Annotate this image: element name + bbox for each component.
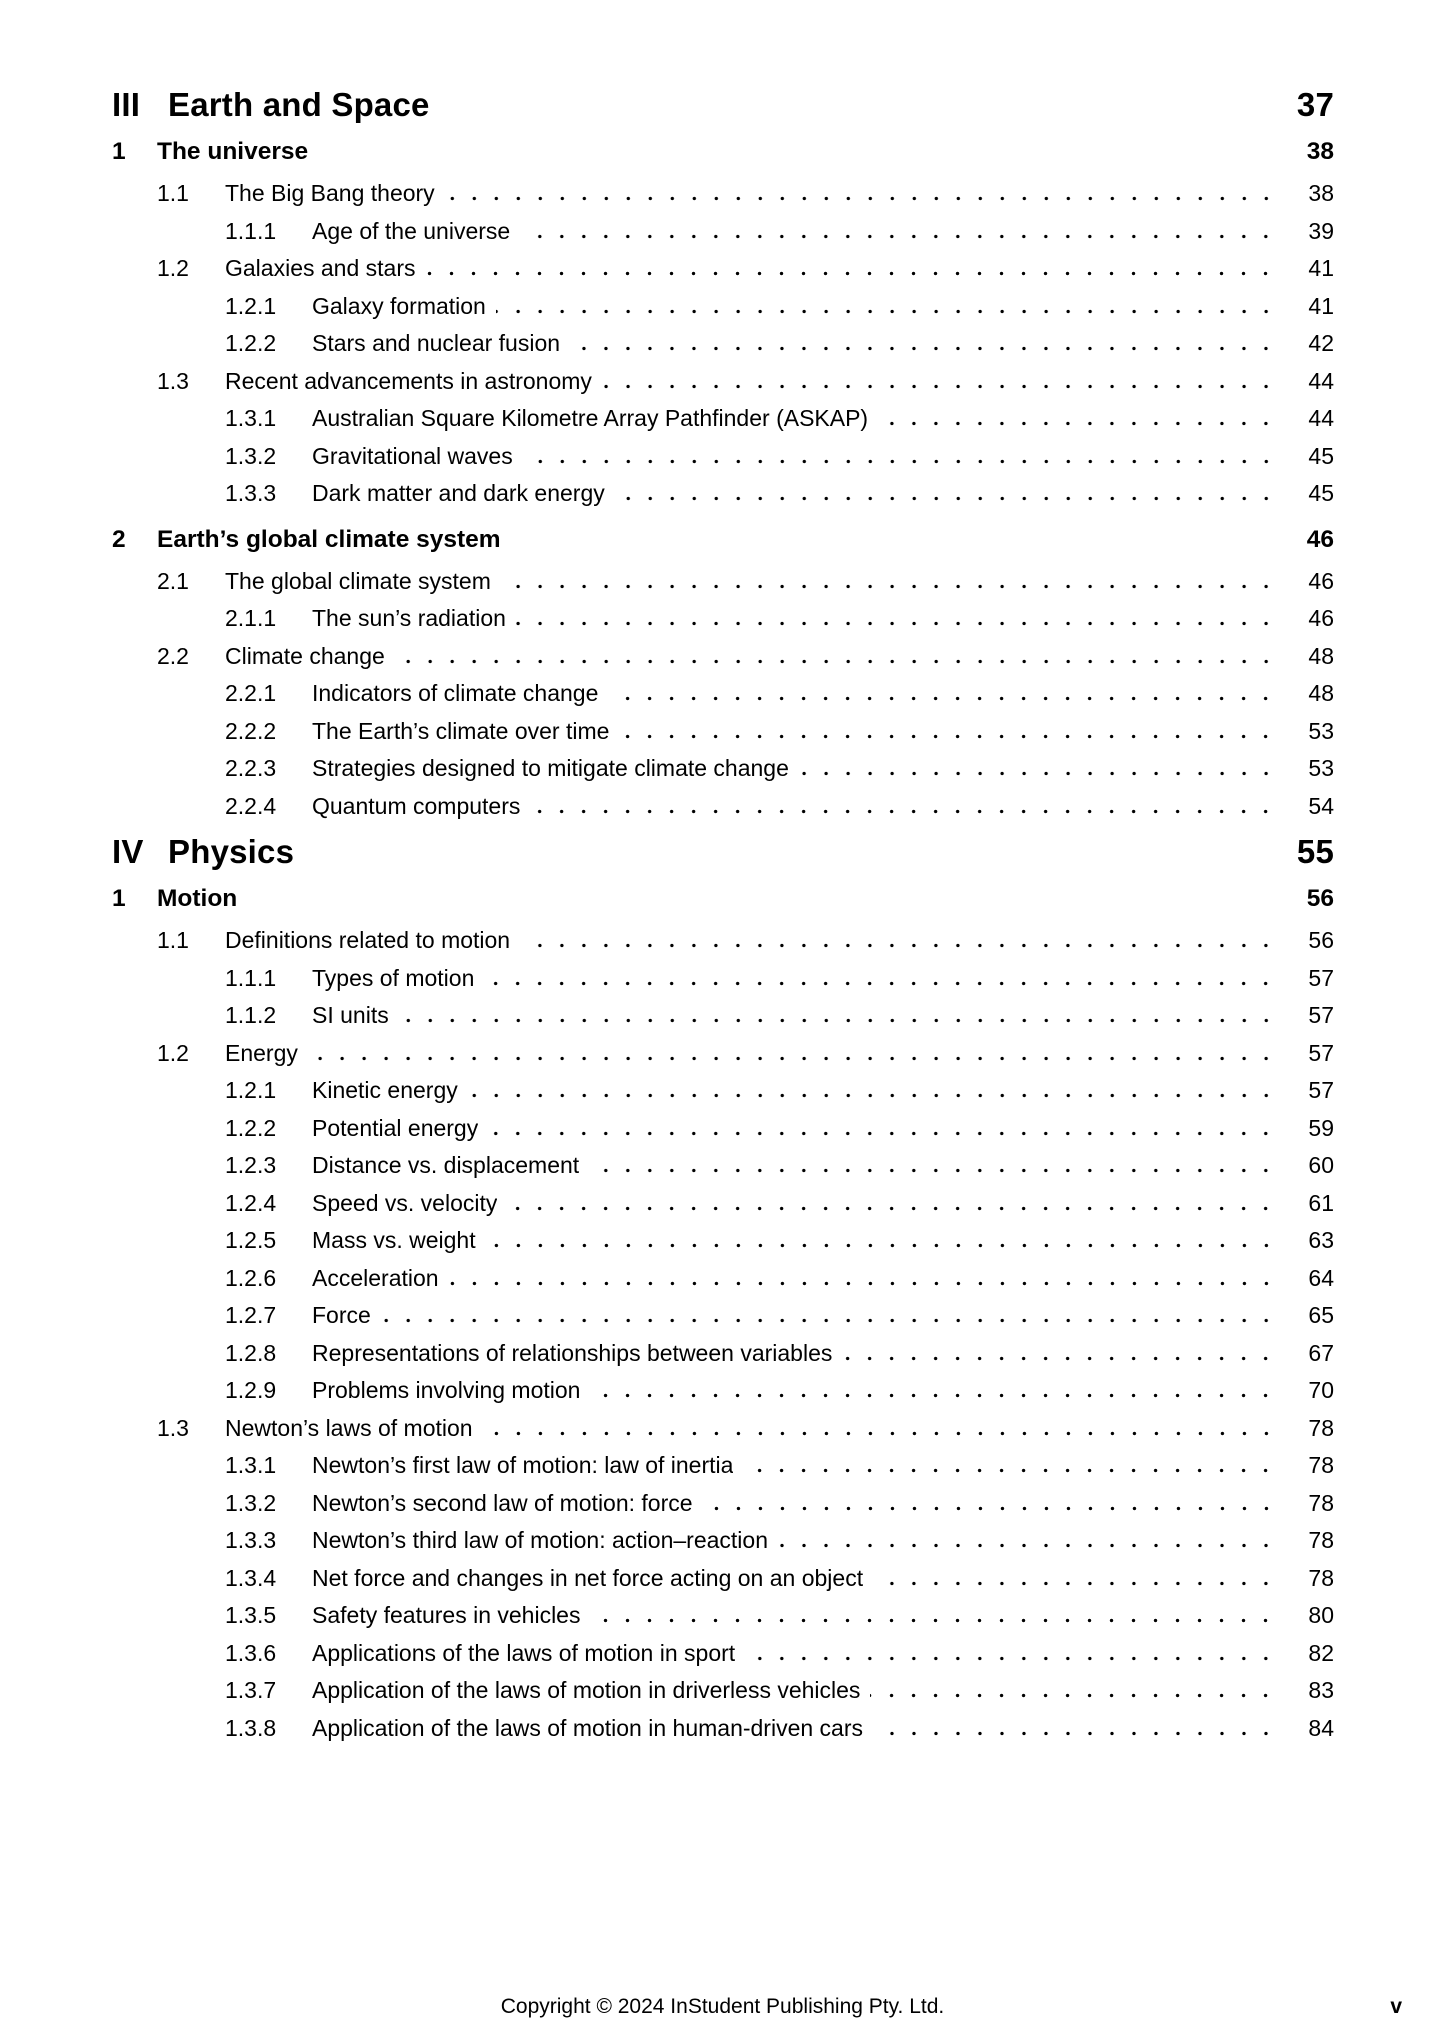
dot-leader — [873, 1560, 1279, 1598]
entry-title: Net force and changes in net force acting on an object — [312, 1564, 864, 1591]
toc-entry — [225, 1597, 1334, 1635]
entry-number: 1.2.9 — [225, 1377, 277, 1403]
entry-number: 1.1 — [157, 180, 189, 206]
entry-title: The global climate system — [225, 567, 491, 594]
entry-number: 1.2.6 — [225, 1264, 277, 1291]
entry-page-number: 53 — [1308, 717, 1334, 744]
dot-leader — [523, 438, 1279, 476]
dot-leader — [425, 250, 1279, 288]
entry-page-number: 38 — [1308, 180, 1334, 206]
toc-entry — [225, 1110, 1334, 1148]
toc-entry — [225, 400, 1334, 438]
entry-number: 1.3.3 — [225, 480, 277, 506]
entry-title: Applications of the laws of motion in sport — [312, 1639, 736, 1666]
entry-page-number: 54 — [1308, 792, 1334, 819]
toc-entry — [225, 1185, 1334, 1223]
entry-title: Recent advancements in astronomy — [225, 367, 592, 394]
dot-leader — [483, 1410, 1279, 1448]
entry-number: 1.3.7 — [225, 1677, 277, 1703]
entry-title: Newton’s third law of motion: action–reaction — [312, 1527, 768, 1553]
entry-title: Problems involving motion — [312, 1377, 581, 1403]
dot-leader — [488, 1110, 1279, 1148]
toc-part — [112, 85, 1334, 825]
toc-entry — [157, 638, 1334, 676]
entry-number: 1.3.1 — [225, 405, 277, 431]
section-heading — [112, 137, 1334, 167]
toc-part — [112, 832, 1334, 1747]
entry-page-number: 48 — [1308, 642, 1334, 669]
entry-number: 2.2 — [157, 642, 189, 669]
section-entries — [112, 563, 1334, 826]
entry-page-number: 56 — [1308, 927, 1334, 953]
entry-page-number: 59 — [1308, 1114, 1334, 1141]
part-heading — [112, 85, 1334, 125]
toc-entry — [225, 1147, 1334, 1185]
entry-title: Newton’s laws of motion — [225, 1414, 473, 1441]
toc-entry — [157, 363, 1334, 401]
entry-page-number: 42 — [1308, 330, 1334, 356]
entry-number: 1.2.5 — [225, 1227, 277, 1253]
toc-entry — [225, 600, 1334, 638]
entry-title: Gravitational waves — [312, 442, 513, 469]
dot-leader — [468, 1072, 1279, 1110]
entry-page-number: 78 — [1308, 1414, 1334, 1441]
toc-entry — [157, 563, 1334, 601]
toc-entry — [225, 288, 1334, 326]
toc-entry — [225, 1672, 1334, 1710]
entry-title: Age of the universe — [312, 217, 511, 244]
entry-page-number: 53 — [1308, 755, 1334, 781]
entry-page-number: 46 — [1308, 567, 1334, 594]
entry-page-number: 57 — [1308, 1077, 1334, 1103]
entry-title: Speed vs. velocity — [312, 1189, 498, 1216]
toc-entry — [225, 960, 1334, 998]
entry-page-number: 44 — [1308, 405, 1334, 431]
section-title: The universe — [157, 138, 309, 165]
entry-title: Mass vs. weight — [312, 1227, 476, 1253]
dot-leader — [590, 1597, 1279, 1635]
toc-entry — [225, 1485, 1334, 1523]
toc-entry — [225, 997, 1334, 1035]
entry-number: 2.2.1 — [225, 680, 277, 706]
toc-entry — [225, 1560, 1334, 1598]
entry-title: Types of motion — [312, 964, 475, 991]
entry-title: The Earth’s climate over time — [312, 717, 610, 744]
entry-number: 1.1 — [157, 927, 189, 953]
part-title: Earth and Space — [168, 86, 430, 123]
entry-title: The Big Bang theory — [225, 180, 435, 206]
footer-page-label: v — [1390, 1995, 1402, 2018]
entry-page-number: 78 — [1308, 1489, 1334, 1516]
section-number: 1 — [112, 138, 126, 165]
entry-title: Galaxies and stars — [225, 255, 416, 281]
entry-title: Force — [312, 1302, 371, 1328]
section-title: Motion — [157, 885, 238, 912]
entry-number: 1.2 — [157, 255, 189, 281]
toc-entry — [225, 1710, 1334, 1748]
toc-entry — [225, 1522, 1334, 1560]
entry-page-number: 84 — [1308, 1714, 1334, 1741]
entry-page-number: 64 — [1308, 1264, 1334, 1291]
dot-leader — [570, 325, 1279, 363]
entry-title: Potential energy — [312, 1114, 479, 1141]
entry-title: Kinetic energy — [312, 1077, 458, 1103]
entry-number: 2.1 — [157, 567, 189, 594]
part-number: III — [112, 86, 141, 123]
entry-page-number: 63 — [1308, 1227, 1334, 1253]
section-heading — [112, 884, 1334, 914]
dot-leader — [484, 960, 1279, 998]
entry-number: 1.3.5 — [225, 1602, 277, 1628]
toc-entry — [225, 1447, 1334, 1485]
dot-leader — [399, 997, 1279, 1035]
entry-number: 1.3.4 — [225, 1564, 277, 1591]
entry-number: 1.3.1 — [225, 1452, 277, 1478]
entry-number: 1.1.2 — [225, 1002, 277, 1028]
toc-entry — [157, 175, 1334, 213]
dot-leader — [381, 1297, 1279, 1335]
toc-entry — [225, 1072, 1334, 1110]
entry-title: Australian Square Kilometre Array Pathfinder (ASKAP) — [312, 405, 869, 431]
entry-title: Newton’s second law of motion: force — [312, 1489, 693, 1516]
entry-page-number: 44 — [1308, 367, 1334, 394]
toc-entry — [157, 922, 1334, 960]
dot-leader — [486, 1222, 1279, 1260]
toc-entry — [225, 475, 1334, 513]
dot-leader — [589, 1147, 1279, 1185]
entry-number: 2.2.2 — [225, 717, 277, 744]
entry-title: Application of the laws of motion in human-driven cars — [312, 1714, 864, 1741]
entry-title: SI units — [312, 1002, 389, 1028]
entry-page-number: 82 — [1308, 1639, 1334, 1666]
dot-leader — [703, 1485, 1279, 1523]
entry-title: Distance vs. displacement — [312, 1152, 580, 1178]
entry-number: 1.3 — [157, 367, 189, 394]
toc-entry — [157, 1410, 1334, 1448]
entry-number: 1.2.7 — [225, 1302, 277, 1328]
section-number: 1 — [112, 885, 126, 912]
entry-page-number: 39 — [1308, 217, 1334, 244]
dot-leader — [878, 400, 1279, 438]
toc-entry — [225, 1372, 1334, 1410]
dot-leader — [308, 1035, 1279, 1073]
section-heading — [112, 525, 1334, 555]
section-page-number: 46 — [1306, 525, 1334, 553]
entry-number: 2.1.1 — [225, 605, 277, 631]
entry-title: Stars and nuclear fusion — [312, 330, 561, 356]
toc-entry — [225, 438, 1334, 476]
entry-number: 1.3.2 — [225, 442, 277, 469]
dot-leader — [530, 788, 1279, 826]
entry-number: 1.2 — [157, 1039, 189, 1066]
entry-title: Indicators of climate change — [312, 680, 599, 706]
entry-page-number: 70 — [1308, 1377, 1334, 1403]
toc-entry — [225, 213, 1334, 251]
part-title: Physics — [168, 833, 295, 870]
part-number: IV — [112, 833, 144, 870]
entry-number: 1.2.2 — [225, 1114, 277, 1141]
dot-leader — [602, 363, 1279, 401]
entry-title: The sun’s radiation — [312, 605, 506, 631]
entry-number: 1.2.1 — [225, 1077, 277, 1103]
entry-title: Newton’s first law of motion: law of inertia — [312, 1452, 734, 1478]
section-entries — [112, 922, 1334, 1747]
toc-entry — [225, 325, 1334, 363]
entry-page-number: 61 — [1308, 1189, 1334, 1216]
section-title: Earth’s global climate system — [157, 525, 501, 553]
section-page-number: 56 — [1306, 885, 1334, 912]
dot-leader — [842, 1335, 1279, 1373]
entry-number: 1.3.8 — [225, 1714, 277, 1741]
dot-leader — [501, 563, 1279, 601]
section-entries — [112, 175, 1334, 513]
entry-number: 1.3 — [157, 1414, 189, 1441]
entry-page-number: 78 — [1308, 1527, 1334, 1553]
entry-page-number: 41 — [1308, 255, 1334, 281]
entry-page-number: 45 — [1308, 480, 1334, 506]
dot-leader — [520, 213, 1279, 251]
entry-page-number: 57 — [1308, 1002, 1334, 1028]
entry-title: Galaxy formation — [312, 292, 486, 319]
toc-entry — [225, 1635, 1334, 1673]
dot-leader — [615, 475, 1279, 513]
entry-number: 1.3.3 — [225, 1527, 277, 1553]
entry-number: 1.2.8 — [225, 1339, 277, 1366]
dot-leader — [870, 1672, 1279, 1710]
section-number: 2 — [112, 525, 126, 553]
entry-title: Safety features in vehicles — [312, 1602, 581, 1628]
dot-leader — [743, 1447, 1279, 1485]
entry-number: 1.2.4 — [225, 1189, 277, 1216]
dot-leader — [496, 288, 1279, 326]
entry-number: 1.3.2 — [225, 1489, 277, 1516]
dot-leader — [799, 750, 1279, 788]
entry-page-number: 41 — [1308, 292, 1334, 319]
entry-page-number: 57 — [1308, 964, 1334, 991]
entry-title: Acceleration — [312, 1264, 439, 1291]
dot-leader — [590, 1372, 1279, 1410]
entry-title: Representations of relationships between variables — [312, 1339, 833, 1366]
entry-number: 1.2.2 — [225, 330, 277, 356]
dot-leader — [507, 1185, 1279, 1223]
entry-page-number: 78 — [1308, 1452, 1334, 1478]
toc-entry — [225, 750, 1334, 788]
toc-entry — [157, 1035, 1334, 1073]
entry-number: 2.2.4 — [225, 792, 277, 819]
dot-leader — [608, 675, 1279, 713]
entry-page-number: 67 — [1308, 1339, 1334, 1366]
toc-entry — [225, 1260, 1334, 1298]
entry-page-number: 80 — [1308, 1602, 1334, 1628]
entry-number: 1.3.6 — [225, 1639, 277, 1666]
entry-title: Application of the laws of motion in driverless vehicles — [312, 1677, 861, 1703]
dot-leader — [395, 638, 1279, 676]
part-page-number: 55 — [1296, 833, 1334, 870]
dot-leader — [778, 1522, 1279, 1560]
dot-leader — [619, 713, 1279, 751]
entry-title: Quantum computers — [312, 792, 521, 819]
footer-copyright: Copyright © 2024 InStudent Publishing Pty. Ltd. — [500, 1995, 945, 2018]
entry-title: Dark matter and dark energy — [312, 480, 605, 506]
entry-number: 1.1.1 — [225, 217, 277, 244]
dot-leader — [449, 1260, 1279, 1298]
part-heading — [112, 832, 1334, 872]
entry-page-number: 65 — [1308, 1302, 1334, 1328]
entry-page-number: 60 — [1308, 1152, 1334, 1178]
entry-page-number: 57 — [1308, 1039, 1334, 1066]
entry-page-number: 45 — [1308, 442, 1334, 469]
dot-leader — [873, 1710, 1279, 1748]
dot-leader — [445, 175, 1279, 213]
toc-entry — [225, 1222, 1334, 1260]
table-of-contents — [112, 85, 1334, 1747]
part-page-number: 37 — [1296, 86, 1334, 123]
toc-entry — [225, 675, 1334, 713]
entry-number: 1.1.1 — [225, 964, 277, 991]
entry-number: 2.2.3 — [225, 755, 277, 781]
toc-entry — [157, 250, 1334, 288]
dot-leader — [520, 922, 1279, 960]
entry-page-number: 83 — [1308, 1677, 1334, 1703]
entry-title: Strategies designed to mitigate climate change — [312, 755, 789, 781]
entry-number: 1.2.1 — [225, 292, 277, 319]
toc-entry — [225, 1335, 1334, 1373]
toc-entry — [225, 713, 1334, 751]
entry-page-number: 48 — [1308, 680, 1334, 706]
dot-leader — [516, 600, 1279, 638]
entry-title: Climate change — [225, 642, 385, 669]
entry-title: Energy — [225, 1039, 298, 1066]
entry-page-number: 46 — [1308, 605, 1334, 631]
toc-entry — [225, 788, 1334, 826]
entry-number: 1.2.3 — [225, 1152, 277, 1178]
toc-entry — [225, 1297, 1334, 1335]
entry-page-number: 78 — [1308, 1564, 1334, 1591]
entry-title: Definitions related to motion — [225, 927, 511, 953]
section-page-number: 38 — [1306, 138, 1334, 165]
dot-leader — [745, 1635, 1279, 1673]
